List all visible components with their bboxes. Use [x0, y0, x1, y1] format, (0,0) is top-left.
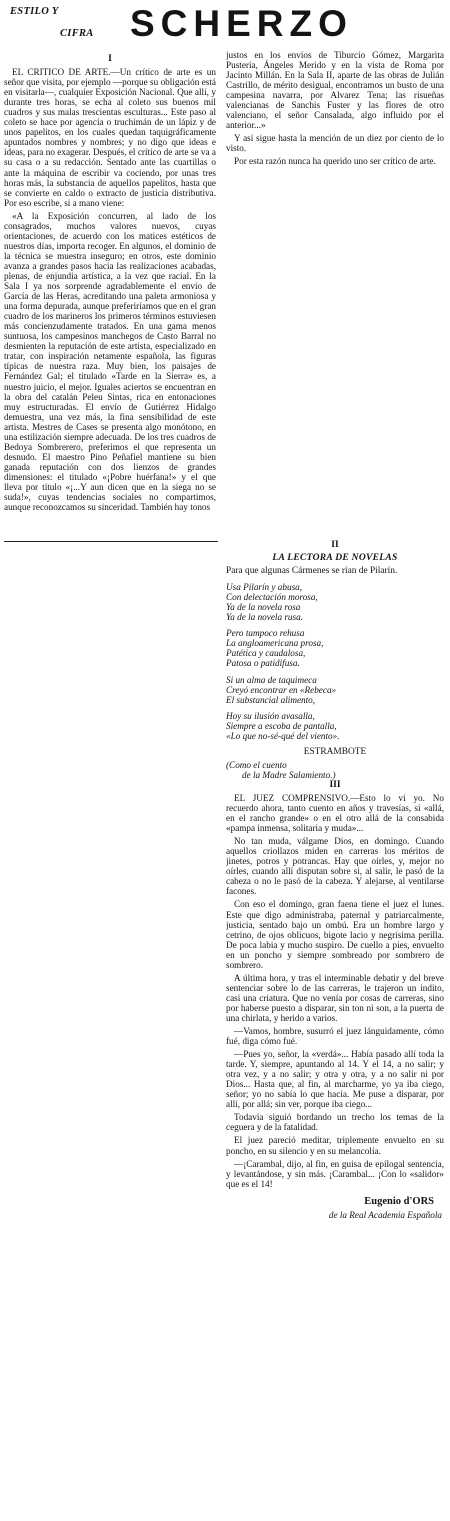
author-affiliation: de la Real Academia Española [328, 1209, 442, 1220]
poem-line: La angloamericana prosa, [226, 638, 324, 649]
section-heading: LA LECTORA DE NOVELAS [272, 553, 398, 564]
paragraph: —¡Carambal, dijo, al fin, en guisa de epílogal sentencia, y levantándose, y sin más. ¡Carambal... ¡Con lo «salidor» que es el 14! [226, 1158, 444, 1189]
paragraph: —Vamos, hombre, susurró el juez lánguidamente, cómo fué, diga cómo fué. [226, 1026, 444, 1047]
paragraph: Y así sigue hasta la mención de un diez por ciento de lo visto. [226, 133, 444, 154]
part-number: II [331, 540, 339, 550]
paragraph: Con eso el domingo, gran faena tiene el juez el lunes. Este que digo administraba, paternal y patriarcalmente, justicia, sentado bajo un ombú. Era un hombre largo y cetrino, de ojos oblicuos, bigote lacio y negrísima perilla. De poca labia y mucho suspiro. De cuello a pies, envuelto en un poncho y siempre sombreado por sombrero de sombrero. [226, 899, 444, 970]
article-title: SCHERZO [130, 3, 353, 44]
estrambote-text [226, 760, 444, 780]
paragraph-quote-continued: justos en los envíos de Tiburcio Gómez, Margarita Pustería, Ángeles Merido y en la vista de Roma por Jacinto Millán. En la Sala II, aparte de las obras de Julián Castrillo, de mérito desigual, encontramos un busto de una campesina navarra, por Alvarez Tena; las risueñas valencianas de Sanchis Fuster y las flores de otro valenciano, el señor Cansalada, algo influido por el anterior...» [226, 50, 444, 131]
paragraph-lead: EL JUEZ COMPRENSIVO. [234, 792, 351, 803]
poem-line: Siempre a escoba de pantalla, [226, 720, 337, 731]
column-right-bottom [226, 540, 444, 1518]
poem-line: Con delectación morosa, [226, 592, 318, 603]
paragraph-quote-start: «A la Exposición concurren, al lado de los consagrados, muchos valores nuevos, cuyas orientaciones, de acuerdo con los matices estéticos de nuestros días, importa recoger. En algunos, el dominio de la técnica se muestra inseguro; en otros, este dominio avanza a grandes pasos hacia las realizaciones acabadas, plenas, de enjundia artística, a la vez que racial. En la Sala I ya nos sorprende agradablemente el envío de García de las Heras, acreditando una paleta armoniosa y una forma depurada, aunque preferiríamos que en el gran cuadro de los marineros los primeros términos estuviesen más concienzudamente tratados. En una gama menos suntuosa, los campesinos manchegos de Casto Barral no desmienten la reputación de este artista, especializado en tratar, con inspiración netamente española, las figuras típicas de nuestra raza. Muy bien, los paisajes de Fernández Gal; el titulado «Tarde en la Sierra» es, a nuestro juicio, el mejor. Iguales aciertos se encuentran en la obra del catalán Peleu Sintas, rica en entonaciones muy estructuradas. El envío de Gutiérrez Hidalgo demuestra, una vez más, la fina sensibilidad de este artista. Mestres de Cases se presenta algo monótono, en una estilización siempre adecuada. De los tres cuadros de Bedoya Sombrerero, preferimos el que representa un desnudo. El maestro Pino Peñafiel mantiene su bien ganada reputación con dos lienzos de grandes dimensiones: el titulado «¡Pobre huérfana!» y el que lleva por título «¡...Y aun dicen que en la siega no se suda!», cuyas tendencias sociales no compartimos, aunque reconozcamos su sinceridad. También hay tonos [4, 210, 216, 512]
estrambote-heading: ESTRAMBOTE [303, 746, 367, 757]
column-divider [4, 541, 218, 542]
poem-line: «Lo que no-sé-qué del viento». [226, 730, 340, 741]
poem-line: Creyó encontrar en «Rebeca» [226, 684, 337, 695]
section-label: ESTILO Y [10, 6, 59, 17]
paragraph-lead: EL CRITICO DE ARTE. [12, 67, 111, 78]
column-left [4, 54, 216, 512]
column-right-top [226, 50, 444, 540]
paragraph: El juez pareció meditar, triplemente envuelto en su poncho, en su silencio y en su melancolía. [226, 1135, 444, 1156]
article-header [4, 2, 450, 48]
author-signature: Eugenio d'ORS [364, 1195, 434, 1207]
paragraph: A última hora, y tras el interminable debatir y del breve sentenciar sobre lo de las carreras, le trajeron un indito, casi una criatura. Que no venía por cosas de carreras, sino por haberse puesto a disparar, sin ton ni son, a la puerta de una chirlata, y herido a varios. [226, 972, 444, 1023]
paragraph [4, 67, 216, 208]
estrambote-line: (Como el cuento [226, 759, 287, 770]
paragraph [226, 793, 444, 833]
poem-line: Usa Pilarín y abusa, [226, 582, 303, 593]
poem-stanza [226, 582, 444, 622]
paragraph: Por esta razón nunca ha querido uno ser crítico de arte. [234, 156, 436, 167]
paragraph-body: —Un crítico de arte es un señor que visita, por ejemplo —porque su obligación está en visitarla—, cualquier Exposición Nacional. Que allí, y durante tres horas, se echa al coleto sus buenos mil cuadros y sus malas trescientas esculturas... Este paso al coleto se hace por agencia o truchimán de un lápiz y de unos papelitos, en los cuales quedan taquigráficamente apuntados nombres y nombres; y no digo que ideas e ideas, para no exagerar. Después, el crítico de arte se va a su casa o a su redacción. Sentado ante las cuartillas o ante la máquina de escribir va cociendo, por unas tres horas más, la substancia de aquellos papelitos, hasta que se convierte en caldo o extracto de justicia distributiva. Por eso escribe, si a mano viene: [4, 67, 216, 208]
poem-stanza [226, 628, 444, 668]
epigraph: Para que algunas Cármenes se rían de Pilarín. [226, 566, 398, 577]
poem-line: Ya de la novela rusa. [226, 612, 303, 623]
poem-line: Pero tampoco rehusa [226, 628, 305, 639]
poem-stanza [226, 675, 444, 705]
paragraph-body: —Esto lo vi yo. No recuerdo ahora, tanto cuento en años y travesías, si «allá, en el rancho grande» o en el otro allá de la consabida «pampa inmensa, solitaria y muda»... [226, 792, 444, 834]
poem-line: Si un alma de taquimeca [226, 674, 317, 685]
poem-line: El substancial alimento, [226, 694, 316, 705]
paragraph: No tan muda, válgame Dios, en domingo. Cuando aquellos criollazos miden en carreras los méritos de jinetes, potros y potrancas. Hay que oírles, y, mejor no oírles, cuando allí disputan sobre si, al salir, le pasó de la cabeza o no le pasó de la cabeza. Y alejarse, al ventilarse facones. [226, 836, 444, 897]
section-label-2: CIFRA [60, 28, 94, 39]
poem-line: Patética y caudalosa, [226, 648, 306, 659]
poem-line: Hoy su ilusión avasalla, [226, 710, 315, 721]
paragraph: —Pues yo, señor, la «verdá»... Había pasado allí toda la tarde. Y, siempre, apuntando al 14. Y el 14, a no salir; y otra vez, y a no salir; y otra y otra, y a no salir ni por Dios... Hasta que, al fin, al marcharme, yo ya iba ciego, señor; yo no sabía lo que hacía. Me puse a disparar, por allí, por allá; sin ver, porque iba ciego... [226, 1049, 444, 1110]
part-number: I [108, 54, 112, 64]
paragraph: Todavía siguió bordando un trecho los temas de la ceguera y de la fatalidad. [226, 1112, 444, 1133]
poem-stanza [226, 711, 444, 741]
estrambote-line: de la Madre Salamiento.) [242, 769, 336, 780]
poem-line: Patosa o patidifusa. [226, 658, 300, 669]
poem-line: Ya de la novela rosa [226, 602, 301, 613]
part-number: III [329, 779, 341, 790]
